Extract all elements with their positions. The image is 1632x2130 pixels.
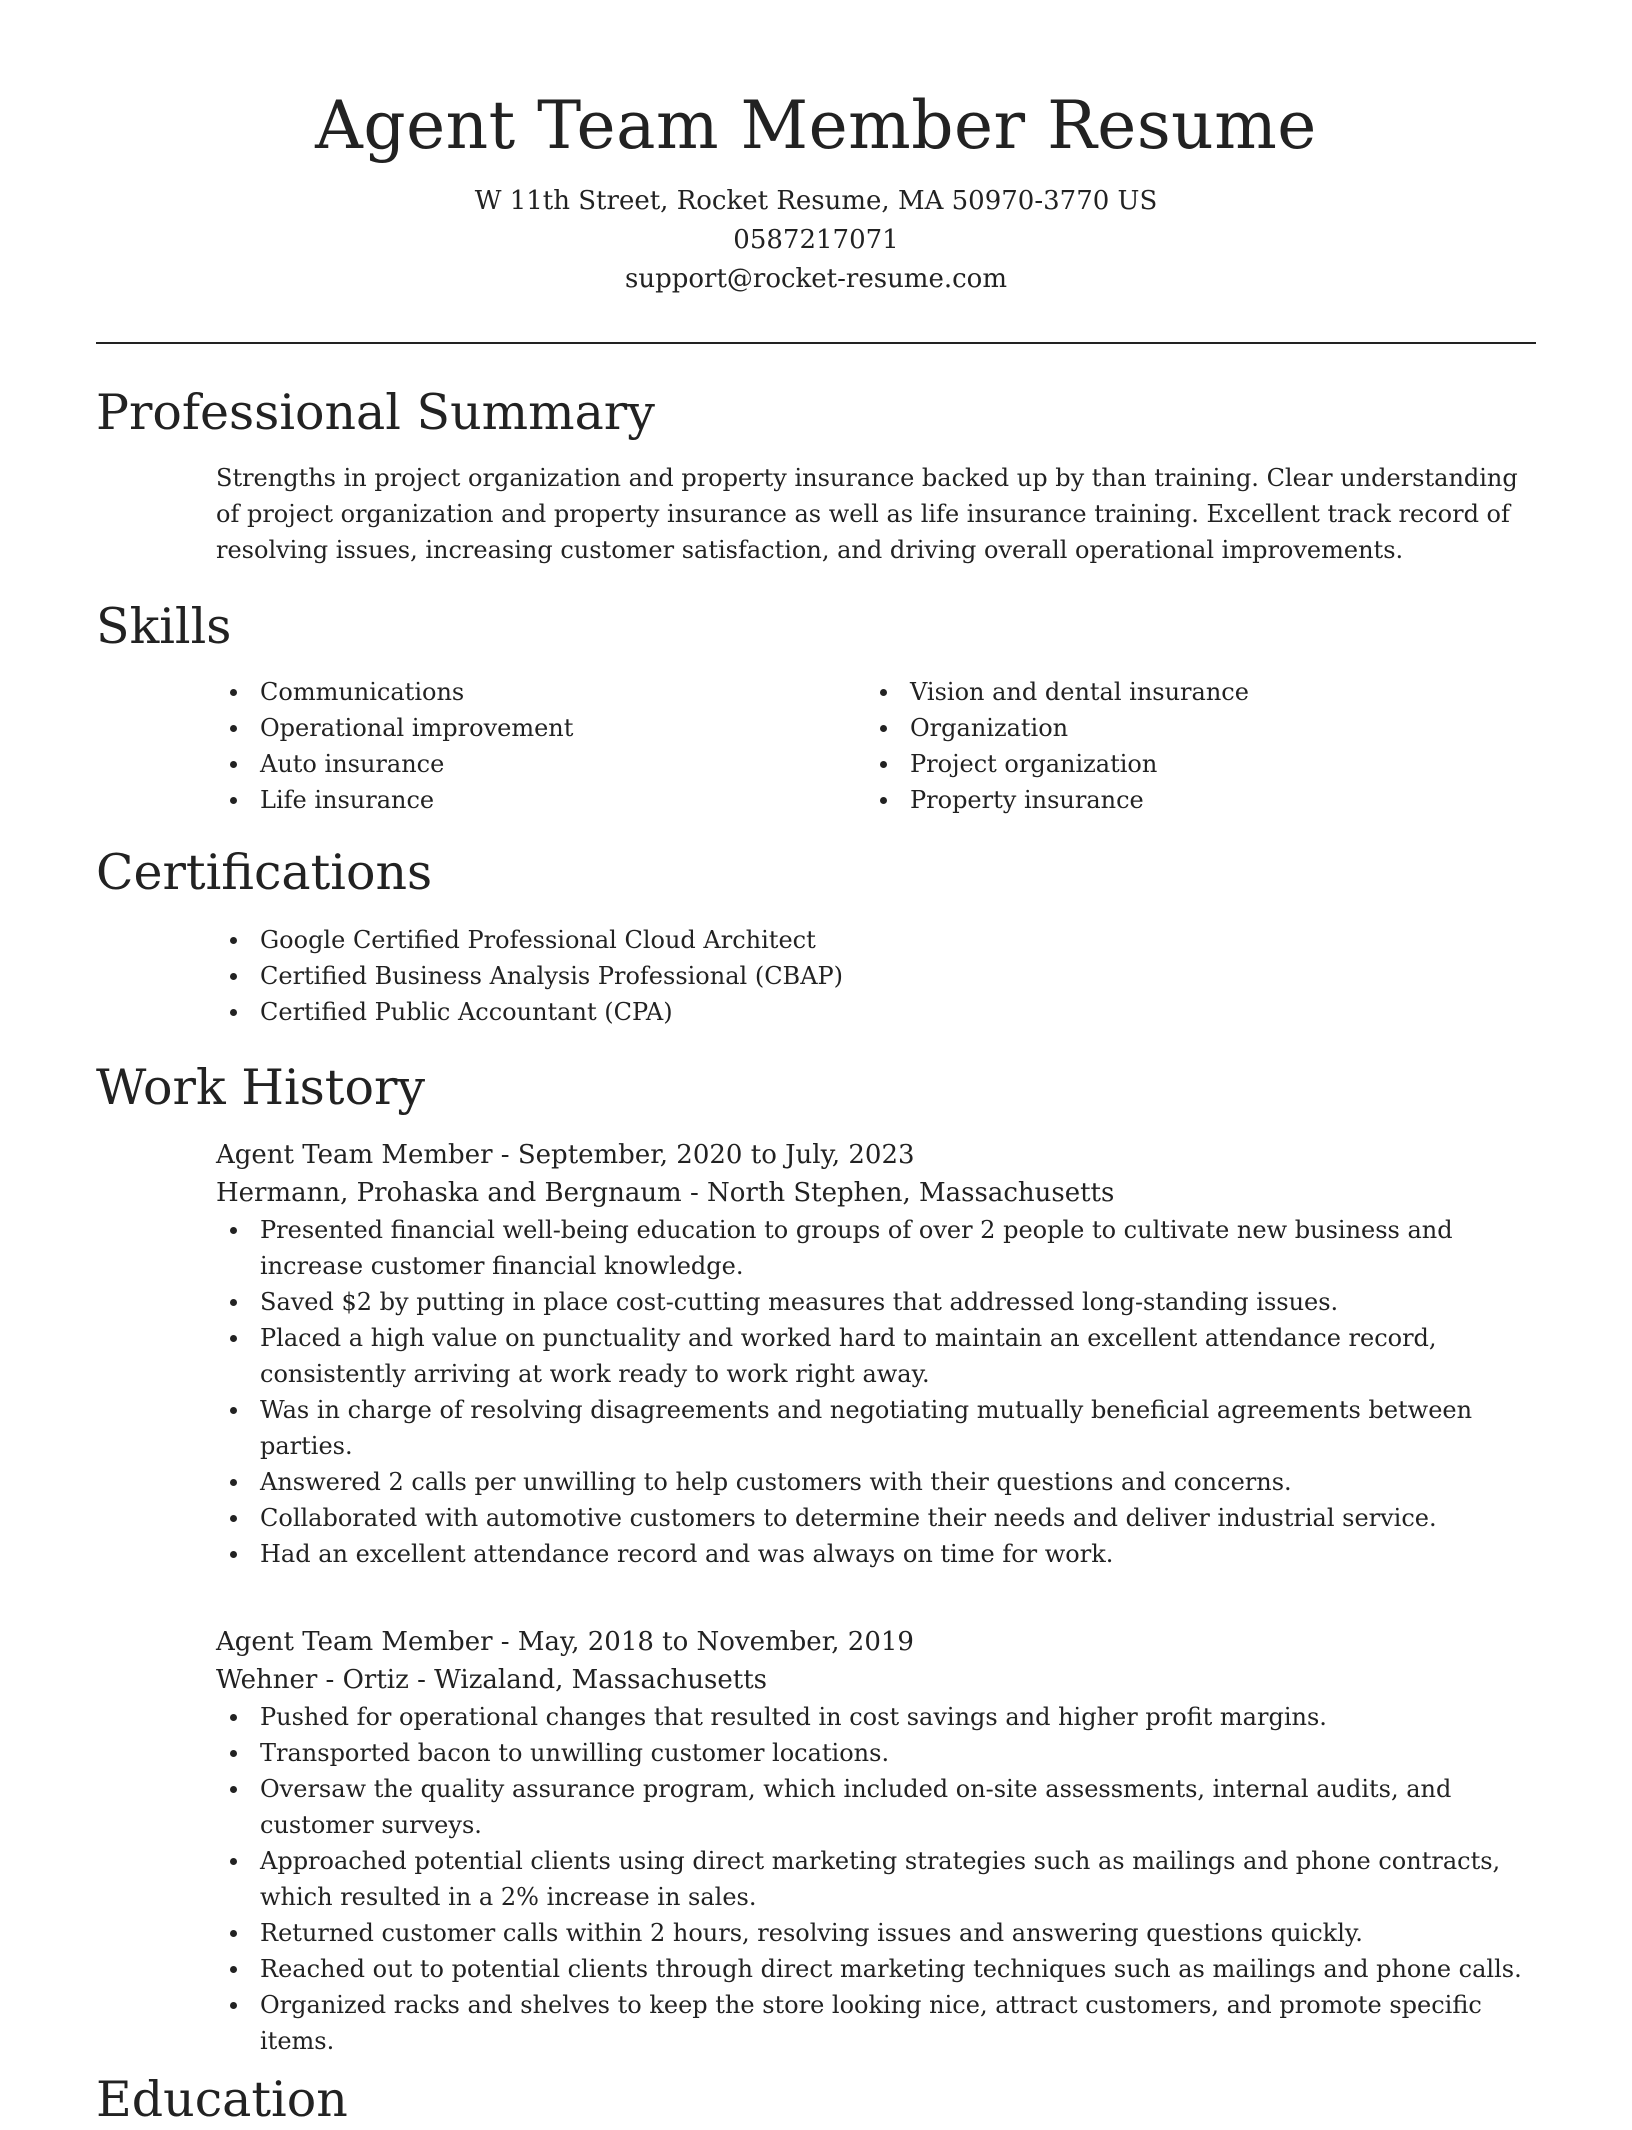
- job-role: Agent Team Member: [216, 1627, 493, 1657]
- job-header: [216, 1623, 1540, 1699]
- skill-item: Vision and dental insurance: [866, 674, 1516, 710]
- skills-column-right: [866, 674, 1516, 818]
- skill-item: Life insurance: [216, 782, 866, 818]
- skills-column-left: [216, 674, 866, 818]
- job-bullet: Presented financial well-being education to groups of over 2 people to cultivate new business and increase customer financial knowledge.: [216, 1212, 1540, 1284]
- summary-heading: Professional Summary: [96, 384, 655, 441]
- job-company: Wehner - Ortiz: [216, 1665, 409, 1695]
- job-entry: [216, 1136, 1540, 1572]
- job-bullet: Approached potential clients using direct marketing strategies such as mailings and phone contracts, which resulted in a 2% increase in sales.: [216, 1843, 1540, 1915]
- job-bullet: Was in charge of resolving disagreements and negotiating mutually beneficial agreements between parties.: [216, 1392, 1540, 1464]
- job-bullet: Collaborated with automotive customers to determine their needs and deliver industrial service.: [216, 1500, 1540, 1536]
- job-company: Hermann, Prohaska and Bergnaum: [216, 1178, 682, 1208]
- job-location: - Wizaland, Massachusetts: [408, 1665, 767, 1695]
- certifications-list: [216, 922, 1540, 1030]
- skill-item: Project organization: [866, 746, 1516, 782]
- resume-header: [96, 84, 1536, 299]
- phone-text: 0587217071: [733, 225, 899, 255]
- job-bullet: Returned customer calls within 2 hours, resolving issues and answering questions quickly.: [216, 1915, 1540, 1951]
- skill-item: Operational improvement: [216, 710, 866, 746]
- job-header: [216, 1136, 1540, 1212]
- header-divider: [96, 342, 1536, 344]
- certification-item: Certified Public Accountant (CPA): [216, 994, 1540, 1030]
- job-bullet: Organized racks and shelves to keep the store looking nice, attract customers, and promote specific items.: [216, 1987, 1540, 2059]
- job-bullet: Transported bacon to unwilling customer locations.: [216, 1735, 1540, 1771]
- job-bullet: Pushed for operational changes that resulted in cost savings and higher profit margins.: [216, 1699, 1540, 1735]
- certifications-block: [216, 922, 1540, 1030]
- work-history-heading: Work History: [96, 1059, 426, 1116]
- address-text: W 11th Street, Rocket Resume, MA 50970-3770 US: [474, 186, 1158, 216]
- job-bullet: Oversaw the quality assurance program, which included on-site assessments, internal audits, and customer surveys.: [216, 1771, 1540, 1843]
- certifications-heading: Certifications: [96, 844, 433, 901]
- job-bullet: Placed a high value on punctuality and worked hard to maintain an excellent attendance record, consistently arriving at work ready to work right away.: [216, 1320, 1540, 1392]
- job-role: Agent Team Member: [216, 1140, 493, 1170]
- resume-title: Agent Team Member Resume: [315, 87, 1317, 164]
- job-bullet: Had an excellent attendance record and was always on time for work.: [216, 1536, 1540, 1572]
- certification-item: Certified Business Analysis Professional (CBAP): [216, 958, 1540, 994]
- job-bullet: Answered 2 calls per unwilling to help customers with their questions and concerns.: [216, 1464, 1540, 1500]
- job-bullets: [216, 1699, 1540, 2059]
- email-text: support@rocket-resume.com: [624, 264, 1007, 294]
- job-bullet: Reached out to potential clients through direct marketing techniques such as mailings and phone calls.: [216, 1951, 1540, 1987]
- job-bullet: Saved $2 by putting in place cost-cutting measures that addressed long-standing issues.: [216, 1284, 1540, 1320]
- job-bullets: [216, 1212, 1540, 1572]
- skill-item: Auto insurance: [216, 746, 866, 782]
- contact-info: [96, 182, 1536, 299]
- summary-block: [216, 460, 1540, 568]
- job-entry: [216, 1623, 1540, 2059]
- job-dates: - May, 2018 to November, 2019: [492, 1627, 914, 1657]
- skills-heading: Skills: [96, 598, 232, 655]
- skill-item: Communications: [216, 674, 866, 710]
- education-heading: Education: [96, 2071, 348, 2128]
- job-dates: - September, 2020 to July, 2023: [492, 1140, 915, 1170]
- certification-item: Google Certified Professional Cloud Architect: [216, 922, 1540, 958]
- job-location: - North Stephen, Massachusetts: [681, 1178, 1115, 1208]
- summary-text: Strengths in project organization and property insurance backed up by than training. Clear understanding of project organization and property insurance as well as life insurance training. Excellent track record of resolving issues, increasing customer satisfaction, and driving overall operational improvements.: [216, 464, 1518, 564]
- skill-item: Property insurance: [866, 782, 1516, 818]
- skills-list: [216, 674, 1540, 818]
- skill-item: Organization: [866, 710, 1516, 746]
